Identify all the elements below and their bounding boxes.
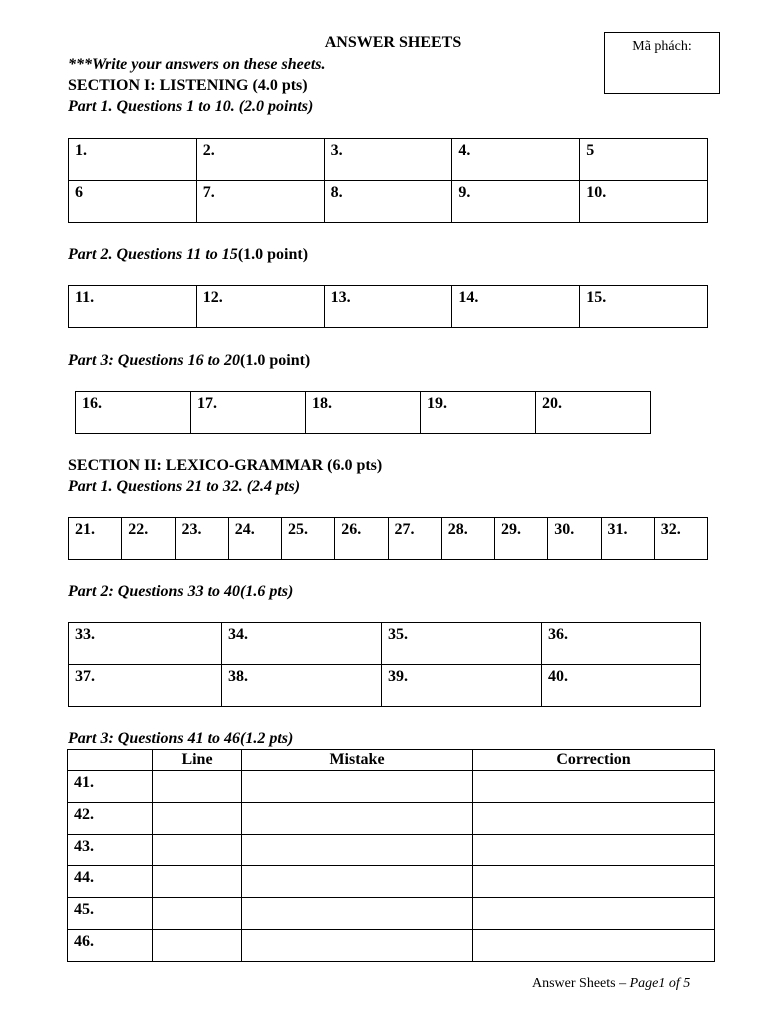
question-number: 46. xyxy=(68,929,153,961)
section2-part1-table xyxy=(68,517,708,560)
footer-label: Answer Sheets – xyxy=(532,976,630,991)
answer-cell-11[interactable]: 11. xyxy=(69,286,197,328)
answer-cell-18[interactable]: 18. xyxy=(306,392,421,434)
section2-part3-heading: Part 3: Questions 41 to 46(1.2 pts) xyxy=(68,730,294,747)
answer-cell-40[interactable]: 40. xyxy=(542,665,701,707)
question-number: 43. xyxy=(68,834,153,866)
correction-answer-cell[interactable] xyxy=(473,898,715,930)
line-answer-cell[interactable] xyxy=(153,834,242,866)
line-answer-cell[interactable] xyxy=(153,929,242,961)
answer-cell-9[interactable]: 9. xyxy=(452,181,580,223)
answer-cell-16[interactable]: 16. xyxy=(76,392,191,434)
answer-cell-23[interactable]: 23. xyxy=(175,518,228,560)
mistake-answer-cell[interactable] xyxy=(242,771,473,803)
question-number: 45. xyxy=(68,898,153,930)
page-title: ANSWER SHEETS xyxy=(324,34,462,51)
correction-answer-cell[interactable] xyxy=(473,866,715,898)
answer-cell-4[interactable]: 4. xyxy=(452,139,580,181)
answer-cell-14[interactable]: 14. xyxy=(452,286,580,328)
mistake-answer-cell[interactable] xyxy=(242,898,473,930)
mistake-answer-cell[interactable] xyxy=(242,802,473,834)
instruction-text: ***Write your answers on these sheets. xyxy=(68,56,326,73)
line-answer-cell[interactable] xyxy=(153,802,242,834)
answer-cell-5[interactable]: 5 xyxy=(580,139,708,181)
answer-cell-20[interactable]: 20. xyxy=(536,392,651,434)
answer-cell-13[interactable]: 13. xyxy=(324,286,452,328)
table-row xyxy=(68,898,715,930)
exam-code-label: Mã phách: xyxy=(632,39,692,54)
mistake-answer-cell[interactable] xyxy=(242,929,473,961)
column-header-line: Line xyxy=(153,750,242,771)
correction-answer-cell[interactable] xyxy=(473,771,715,803)
answer-cell-21[interactable]: 21. xyxy=(69,518,122,560)
answer-cell-33[interactable]: 33. xyxy=(69,623,222,665)
mistake-answer-cell[interactable] xyxy=(242,866,473,898)
page-footer xyxy=(532,976,690,992)
correction-answer-cell[interactable] xyxy=(473,929,715,961)
answer-cell-36[interactable]: 36. xyxy=(542,623,701,665)
section1-part3-table xyxy=(75,391,651,434)
answer-cell-25[interactable]: 25. xyxy=(282,518,335,560)
correction-answer-cell[interactable] xyxy=(473,834,715,866)
answer-cell-32[interactable]: 32. xyxy=(654,518,707,560)
answer-cell-34[interactable]: 34. xyxy=(222,623,382,665)
answer-cell-17[interactable]: 17. xyxy=(191,392,306,434)
table-row xyxy=(68,929,715,961)
line-answer-cell[interactable] xyxy=(153,898,242,930)
answer-cell-6[interactable]: 6 xyxy=(69,181,197,223)
column-header-number xyxy=(68,750,153,771)
answer-cell-3[interactable]: 3. xyxy=(324,139,452,181)
section2-part2-heading: Part 2: Questions 33 to 40(1.6 pts) xyxy=(68,583,294,600)
table-row xyxy=(68,771,715,803)
section2-part2-table xyxy=(68,622,701,707)
answer-cell-22[interactable]: 22. xyxy=(122,518,175,560)
question-number: 44. xyxy=(68,866,153,898)
answer-cell-31[interactable]: 31. xyxy=(601,518,654,560)
answer-cell-15[interactable]: 15. xyxy=(580,286,708,328)
table-row xyxy=(68,866,715,898)
line-answer-cell[interactable] xyxy=(153,866,242,898)
correction-answer-cell[interactable] xyxy=(473,802,715,834)
answer-cell-26[interactable]: 26. xyxy=(335,518,388,560)
column-header-correction: Correction xyxy=(473,750,715,771)
section1-part2-heading xyxy=(68,245,308,265)
question-number: 41. xyxy=(68,771,153,803)
section1-part3-heading-points: (1.0 point) xyxy=(240,352,311,369)
answer-cell-8[interactable]: 8. xyxy=(324,181,452,223)
question-number: 42. xyxy=(68,802,153,834)
section1-part2-heading-italic: Part 2. Questions 11 to 15 xyxy=(68,246,238,263)
section1-part3-heading xyxy=(68,351,310,371)
column-header-mistake: Mistake xyxy=(242,750,473,771)
section2-part1-heading: Part 1. Questions 21 to 32. (2.4 pts) xyxy=(68,478,301,495)
section1-part1-heading: Part 1. Questions 1 to 10. (2.0 points) xyxy=(68,98,314,115)
answer-cell-37[interactable]: 37. xyxy=(69,665,222,707)
answer-cell-19[interactable]: 19. xyxy=(421,392,536,434)
answer-cell-38[interactable]: 38. xyxy=(222,665,382,707)
answer-cell-12[interactable]: 12. xyxy=(196,286,324,328)
answer-cell-29[interactable]: 29. xyxy=(495,518,548,560)
answer-cell-35[interactable]: 35. xyxy=(382,623,542,665)
answer-cell-39[interactable]: 39. xyxy=(382,665,542,707)
answer-cell-24[interactable]: 24. xyxy=(228,518,281,560)
section2-heading: SECTION II: LEXICO-GRAMMAR (6.0 pts) xyxy=(68,457,383,474)
page-number: Page1 of 5 xyxy=(629,976,691,991)
section2-part3-table xyxy=(67,749,715,962)
answer-cell-1[interactable]: 1. xyxy=(69,139,197,181)
table-row xyxy=(68,834,715,866)
mistake-answer-cell[interactable] xyxy=(242,834,473,866)
table-row xyxy=(68,802,715,834)
section1-part3-heading-italic: Part 3: Questions 16 to 20 xyxy=(68,352,241,369)
line-answer-cell[interactable] xyxy=(153,771,242,803)
section1-part2-heading-points: (1.0 point) xyxy=(237,246,309,263)
answer-cell-30[interactable]: 30. xyxy=(548,518,601,560)
answer-cell-10[interactable]: 10. xyxy=(580,181,708,223)
answer-cell-28[interactable]: 28. xyxy=(441,518,494,560)
exam-code-box[interactable] xyxy=(604,32,720,94)
answer-cell-27[interactable]: 27. xyxy=(388,518,441,560)
section1-heading: SECTION I: LISTENING (4.0 pts) xyxy=(68,77,308,94)
answer-cell-7[interactable]: 7. xyxy=(196,181,324,223)
section1-part1-table xyxy=(68,138,708,223)
section1-part2-table xyxy=(68,285,708,328)
answer-cell-2[interactable]: 2. xyxy=(196,139,324,181)
